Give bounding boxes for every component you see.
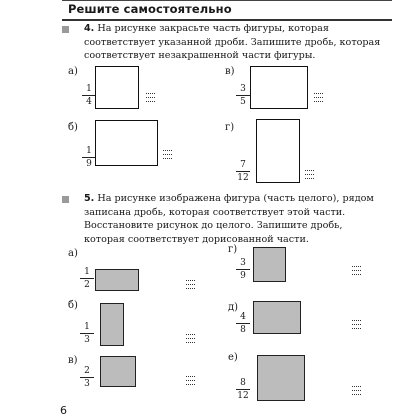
fraction-denominator: 12 (237, 391, 249, 401)
fraction-bar (82, 157, 96, 158)
task-4-item-v-fraction (236, 84, 250, 107)
task-4-item-g-answer[interactable] (305, 170, 314, 182)
task-5-item-g-figure[interactable] (253, 247, 286, 282)
task-4-item-g-fraction (236, 160, 250, 183)
fraction-numerator: 3 (240, 258, 246, 268)
task-4-item-b-answer[interactable] (163, 150, 172, 162)
task-5-item-e-answer[interactable] (352, 386, 361, 398)
task-5-item-a-fraction (80, 267, 94, 290)
fraction-bar (236, 269, 250, 270)
task-5-item-a-figure[interactable] (95, 269, 139, 291)
fraction-denominator: 9 (86, 159, 92, 169)
fraction-numerator: 3 (240, 84, 246, 94)
task-5-item-b-answer[interactable] (186, 334, 195, 346)
task-5-item-b-label: б) (68, 300, 78, 311)
task-5-item-d-figure[interactable] (253, 301, 301, 334)
task-5-item-v-label: в) (68, 355, 78, 366)
section-title: Решите самостоятельно (68, 2, 232, 16)
task-5-item-e-figure[interactable] (257, 355, 305, 401)
task-4-item-v-answer[interactable] (314, 93, 323, 105)
task-5-item-e-fraction (236, 378, 250, 401)
task-5-item-a-answer[interactable] (186, 280, 195, 292)
fraction-bar (80, 333, 94, 334)
fraction-bar (236, 389, 250, 390)
fraction-denominator: 3 (84, 379, 90, 389)
task-5-item-v-answer[interactable] (186, 376, 195, 388)
fraction-denominator: 3 (84, 335, 90, 345)
fraction-denominator: 4 (86, 97, 92, 107)
fraction-numerator: 2 (84, 366, 90, 376)
task-4-item-g-label: г) (225, 122, 235, 133)
task-4-statement (84, 22, 384, 63)
fraction-bar (236, 95, 250, 96)
task-5-item-e-label: е) (228, 352, 238, 363)
task-4-item-b-fraction (82, 146, 96, 169)
fraction-bar (236, 171, 250, 172)
fraction-bar (82, 95, 96, 96)
fraction-denominator: 12 (237, 173, 249, 183)
task-5-item-d-answer[interactable] (352, 320, 361, 332)
fraction-bar (236, 323, 250, 324)
task-5-item-g-label: г) (228, 244, 238, 255)
task-4-text: На рисунке закрасьте часть фигуры, которая соответствует указанной дроби. Запишите дробь, которая соответствует незакрашенной части фигуры. (84, 23, 381, 61)
task-5-item-d-label: д) (228, 302, 239, 313)
task-5-text: На рисунке изображена фигура (часть целого), рядом записана дробь, которая соответствует этой части. Восстановите рисунок до целого. Запишите дробь, которая соответствует дорисованной части. (84, 193, 374, 245)
fraction-numerator: 7 (240, 160, 246, 170)
task-4-item-v-figure[interactable] (250, 66, 308, 109)
fraction-numerator: 1 (84, 267, 90, 277)
task-5-item-d-fraction (236, 312, 250, 335)
fraction-denominator: 9 (240, 271, 246, 281)
fraction-denominator: 2 (84, 280, 90, 290)
task-5-item-a-label: а) (68, 248, 78, 259)
task-5-number: 5. (84, 193, 95, 204)
fraction-numerator: 4 (240, 312, 246, 322)
fraction-denominator: 8 (240, 325, 246, 335)
task-4-item-a-fraction (82, 84, 96, 107)
fraction-bar (80, 377, 94, 378)
task-4-item-v-label: в) (225, 66, 235, 77)
fraction-numerator: 1 (86, 84, 92, 94)
section-header (62, 0, 392, 21)
task-5-item-v-fraction (80, 366, 94, 389)
task-5-marker (62, 196, 69, 203)
task-4-item-b-label: б) (68, 122, 78, 133)
task-4-item-a-label: а) (68, 66, 78, 77)
task-5-item-v-figure[interactable] (100, 356, 136, 387)
fraction-numerator: 1 (86, 146, 92, 156)
fraction-bar (80, 278, 94, 279)
fraction-denominator: 5 (240, 97, 246, 107)
fraction-numerator: 8 (240, 378, 246, 388)
task-5-item-b-fraction (80, 322, 94, 345)
task-5-item-g-fraction (236, 258, 250, 281)
page-number: 6 (60, 404, 67, 417)
task-4-item-a-figure[interactable] (95, 66, 139, 109)
task-5-item-b-figure[interactable] (100, 303, 124, 346)
task-5-item-g-answer[interactable] (352, 266, 361, 278)
task-4-item-b-figure[interactable] (95, 120, 158, 166)
task-5-statement (84, 192, 384, 246)
task-4-item-a-answer[interactable] (146, 93, 155, 105)
task-4-marker (62, 26, 69, 33)
fraction-numerator: 1 (84, 322, 90, 332)
task-4-number: 4. (84, 23, 95, 34)
task-4-item-g-figure[interactable] (256, 119, 300, 183)
